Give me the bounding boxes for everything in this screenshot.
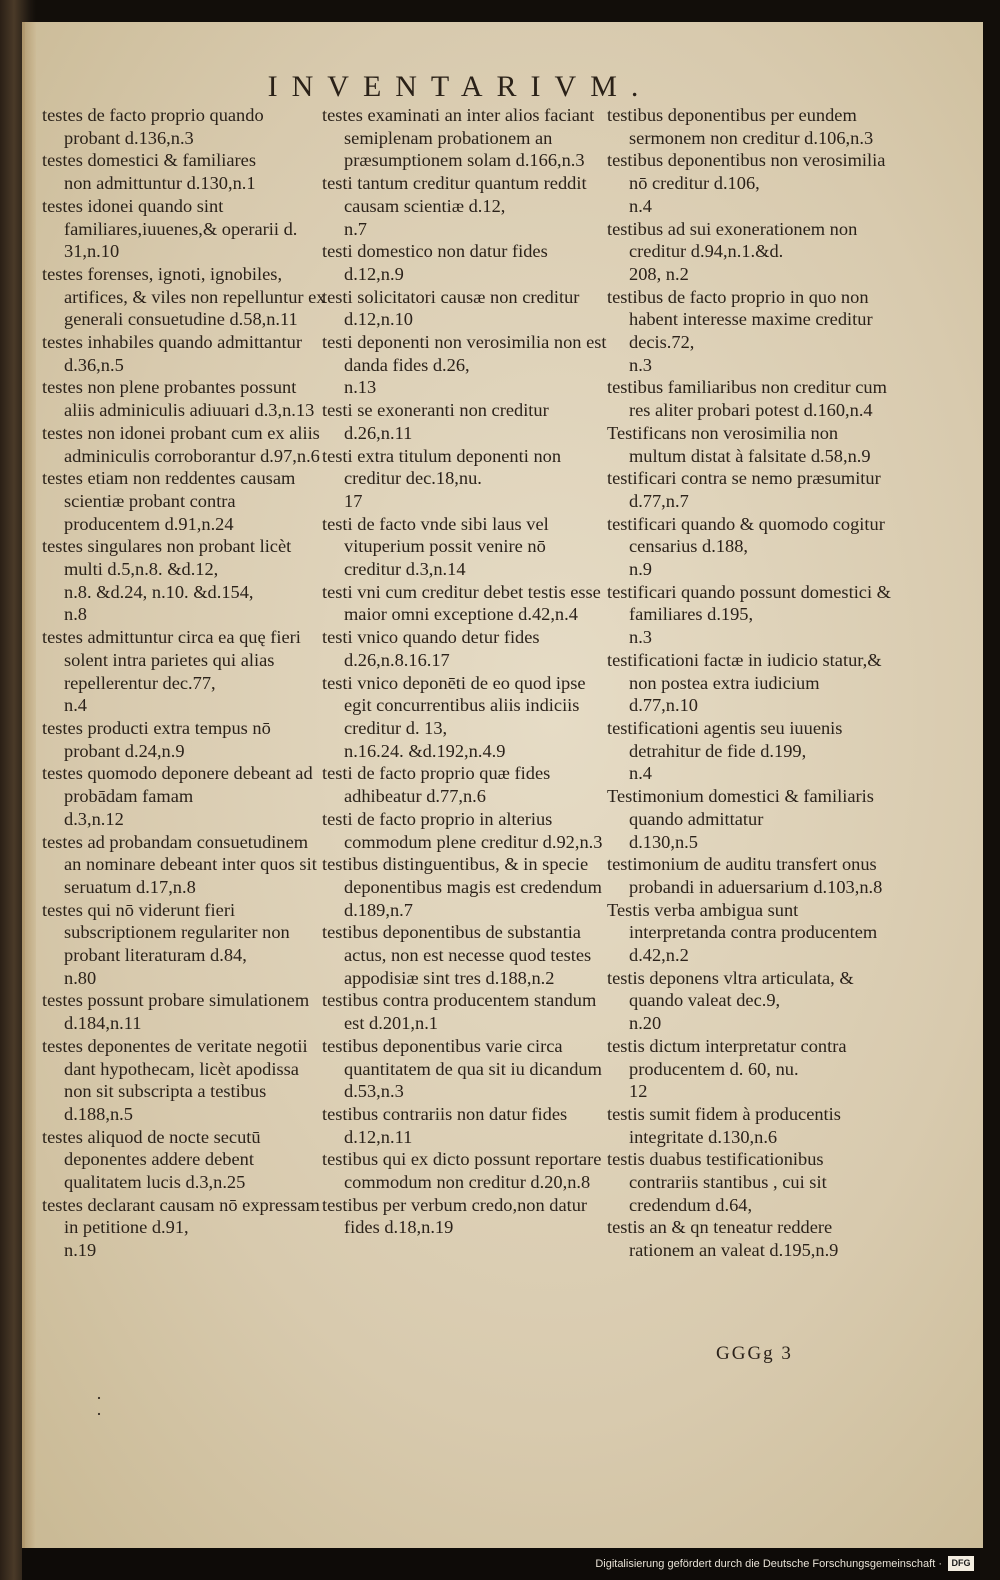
dfg-logo: DFG [948, 1556, 974, 1571]
index-entry: testes aliquod de nocte secutū deponentes addere debent qualitatem lucis d.3,n.25 [42, 1126, 261, 1193]
digitization-footer [22, 1548, 980, 1580]
index-entry: testimonium de auditu transfert onus probandi in aduersarium d.103,n.8 [607, 854, 883, 897]
index-entry: testi domestico non datur fides d.12,n.9 [322, 241, 548, 284]
index-column-1 [42, 104, 327, 1262]
index-entry: testibus familiaribus non creditur cum res aliter probari potest d.160,n.4 [607, 377, 887, 421]
index-entry: testi de facto vnde sibi laus vel vituperium possit venire nō creditur d.3,n.14 [322, 513, 549, 580]
index-entry: testibus deponentibus de substantia actus, non est necesse quod testes appodisiæ sint tres d.188,n.2 [322, 922, 592, 988]
index-entry: testes deponentes de veritate negotii dant hypothecam, licèt apodissa non sit subscripta a testibus d.188,n.5 [42, 1035, 308, 1124]
index-entry: testes non idonei probant cum ex aliis adminiculis corroborantur d.97,n.6 [42, 422, 320, 466]
index-entry: testi extra titulum deponenti non creditur dec.18,nu. 17 [322, 445, 562, 511]
index-entry: testi de facto proprio quæ fides adhibeatur d.77,n.6 [322, 763, 551, 807]
index-entry: testes domestici & familiares non admittuntur d.130,n.1 [42, 150, 256, 194]
page-running-header: INVENTARIVM. [267, 70, 653, 103]
index-entry: testis dictum interpretatur contra producentem d. 60, nu. 12 [607, 1035, 847, 1102]
page-gutter [22, 22, 36, 1548]
index-column-3 [607, 104, 892, 1262]
index-entry: testes non plene probantes possunt aliis adminiculis adiuuari d.3,n.13 [42, 377, 315, 421]
index-entry: testes declarant causam nō expressam in petitione d.91, n.19 [42, 1194, 320, 1261]
index-entry: testi vni cum creditur debet testis esse maior omni exceptione d.42,n.4 [322, 581, 601, 625]
index-entry: testes de facto proprio quando probant d.136,n.3 [42, 105, 264, 148]
index-entry: testis duabus testificationibus contrariis stantibus , cui sit credendum d.64, [607, 1149, 827, 1215]
index-entry: testi vnico deponēti de eo quod ipse egit concurrentibus aliis indiciis creditur d. 13, n.16.24. &d.192,n.4.9 [322, 672, 586, 761]
index-entry: testis deponens vltra articulata, & quando valeat dec.9, n.20 [607, 967, 854, 1034]
index-entry: testibus distinguentibus, & in specie deponentibus magis est credendum d.189,n.7 [322, 854, 602, 920]
index-entry: testes ad probandam consuetudinem an nominare debeant inter quos sit seruatum d.17,n.8 [42, 831, 317, 897]
index-entry: testi se exoneranti non creditur d.26,n.11 [322, 400, 549, 443]
index-entry: testibus deponentibus non verosimilia nō creditur d.106, n.4 [607, 150, 886, 216]
index-entry: testi tantum creditur quantum reddit causam scientiæ d.12, n.7 [322, 173, 587, 239]
index-entry: testes idonei quando sint familiares,iuuenes,& operarii d. 31,n.10 [42, 195, 298, 262]
index-entry: testibus contrariis non datur fides d.12,n.11 [322, 1103, 568, 1147]
index-entry: testibus de facto proprio in quo non habent interesse maxime creditur decis.72, n.3 [607, 286, 873, 375]
index-entry: testes etiam non reddentes causam scientiæ probant contra producentem d.91,n.24 [42, 468, 296, 534]
index-entry: testes producti extra tempus nō probant d.24,n.9 [42, 717, 271, 761]
index-entry: testificationi factæ in iudicio statur,& non postea extra iudicium d.77,n.10 [607, 649, 882, 716]
index-entry: testis an & qn teneatur reddere rationem an valeat d.195,n.9 [607, 1217, 839, 1261]
index-entry: Testificans non verosimilia non multum distat à falsitate d.58,n.9 [607, 422, 871, 466]
index-entry: testes admittuntur circa ea quę fieri solent intra parietes qui alias repellerentur dec.77, n.4 [42, 627, 301, 716]
index-entry: testibus contra producentem standum est d.201,n.1 [322, 990, 597, 1034]
index-entry: testes qui nō viderunt fieri subscriptionem regulariter non probant literaturam d.84, n.80 [42, 899, 290, 988]
printer-signature-mark: GGGg 3 [716, 1343, 793, 1364]
index-entry: testificationi agentis seu iuuenis detrahitur de fide d.199, n.4 [607, 717, 843, 784]
index-entry: testificari quando & quomodo cogitur censarius d.188, n.9 [607, 513, 885, 580]
index-entry: testificari contra se nemo præsumitur d.77,n.7 [607, 468, 881, 511]
index-entry: testi deponenti non verosimilia non est danda fides d.26, n.13 [322, 332, 607, 398]
index-entry: testis sumit fidem à producentis integritate d.130,n.6 [607, 1103, 841, 1147]
index-entry: testificari quando possunt domestici & familiares d.195, n.3 [607, 581, 891, 648]
index-entry: testibus per verbum credo,non datur fides d.18,n.19 [322, 1194, 588, 1238]
index-entry: testi solicitatori causæ non creditur d.12,n.10 [322, 286, 580, 330]
index-entry: Testimonium domestici & familiaris quando admittatur d.130,n.5 [607, 786, 874, 852]
index-entry: testibus deponentibus per eundem sermonem non creditur d.106,n.3 [607, 105, 874, 148]
index-entry: testi vnico quando detur fides d.26,n.8.16.17 [322, 627, 540, 670]
index-entry: testi de facto proprio in alterius commodum plene creditur d.92,n.3 [322, 808, 603, 852]
index-entry: testes quomodo deponere debeant ad probādam famam d.3,n.12 [42, 763, 313, 829]
index-entry: Testis verba ambigua sunt interpretanda contra producentem d.42,n.2 [607, 899, 878, 966]
index-entry: testibus qui ex dicto possunt reportare commodum non creditur d.20,n.8 [322, 1149, 602, 1193]
index-entry: testes inhabiles quando admittantur d.36,n.5 [42, 332, 302, 375]
funding-notice: Digitalisierung gefördert durch die Deutsche Forschungsgemeinschaft · [595, 1558, 942, 1570]
index-entry: testes singulares non probant licèt multi d.5,n.8. &d.12, n.8. &d.24, n.10. &d.154, n.8 [42, 536, 292, 625]
index-entry: testibus deponentibus varie circa quantitatem de qua sit iu dicandum d.53,n.3 [322, 1035, 602, 1102]
ornament-dots: · · [96, 1388, 102, 1424]
index-entry: testes examinati an inter alios faciant semiplenam probationem an præsumptionem solam d.166,n.3 [322, 105, 595, 171]
index-entry: testes forenses, ignoti, ignobiles, artifices, & viles non repelluntur ex generali consuetudine d.58,n.11 [42, 263, 326, 330]
index-entry: testes possunt probare simulationem d.184,n.11 [42, 990, 310, 1034]
index-column-2 [322, 104, 607, 1239]
index-entry: testibus ad sui exonerationem non creditur d.94,n.1.&d. 208, n.2 [607, 218, 858, 284]
